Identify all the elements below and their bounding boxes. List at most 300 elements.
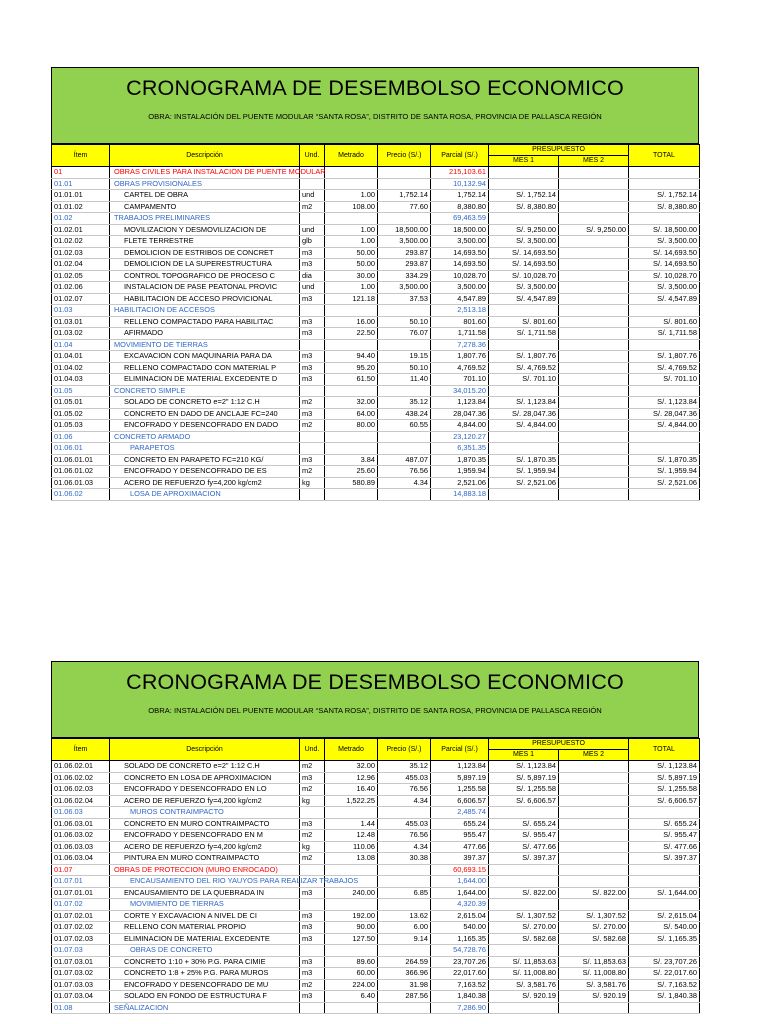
- cell-unit: [300, 431, 325, 443]
- cell-mes2: [559, 443, 629, 455]
- cell-precio: [378, 213, 431, 225]
- cell-unit: m3: [300, 933, 325, 945]
- cell-precio: 4.34: [378, 841, 431, 853]
- cell-mes1: [489, 899, 559, 911]
- cell-mes1: S/. 1,959.94: [489, 466, 559, 478]
- cell-parcial: 1,752.14: [431, 190, 489, 202]
- cell-unit: m3: [300, 818, 325, 830]
- cell-total: S/. 397.37: [629, 853, 700, 865]
- cell-total: [629, 339, 700, 351]
- cell-description: TRABAJOS PRELIMINARES: [110, 213, 300, 225]
- table-row: [52, 408, 700, 420]
- cell-metrado: 1.00: [325, 236, 378, 248]
- cell-item: 01.01: [52, 178, 110, 190]
- cell-total: [629, 864, 700, 876]
- cell-unit: m3: [300, 259, 325, 271]
- cell-precio: [378, 385, 431, 397]
- cell-mes1: S/. 4,547.89: [489, 293, 559, 305]
- cell-mes2: [559, 397, 629, 409]
- cell-total: S/. 655.24: [629, 818, 700, 830]
- cell-unit: [300, 489, 325, 501]
- cell-item: 01.03.01: [52, 316, 110, 328]
- cell-total: S/. 2,521.06: [629, 477, 700, 489]
- cell-mes2: [559, 328, 629, 340]
- cell-mes2: [559, 362, 629, 374]
- cell-parcial: 14,693.50: [431, 247, 489, 259]
- cell-description: RELLENO CON MATERIAL PROPIO: [110, 922, 300, 934]
- table-row: [52, 224, 700, 236]
- cell-mes1: [489, 489, 559, 501]
- cell-metrado: 1.00: [325, 282, 378, 294]
- col-mes1-header: MES 1: [489, 156, 559, 167]
- col-metrado-header: Metrado: [325, 739, 378, 761]
- cell-parcial: 4,547.89: [431, 293, 489, 305]
- cell-mes2: [559, 408, 629, 420]
- cell-precio: [378, 489, 431, 501]
- cell-metrado: 16.00: [325, 316, 378, 328]
- cell-parcial: 1,644.00: [431, 887, 489, 899]
- cell-metrado: 32.00: [325, 397, 378, 409]
- cell-unit: m2: [300, 761, 325, 773]
- table-row: [52, 795, 700, 807]
- cell-mes2: [559, 236, 629, 248]
- cell-unit: [300, 213, 325, 225]
- cell-item: 01.02.06: [52, 282, 110, 294]
- cell-mes2: S/. 1,307.52: [559, 910, 629, 922]
- cell-mes1: [489, 339, 559, 351]
- cell-mes2: [559, 167, 629, 179]
- cell-mes1: S/. 14,693.50: [489, 259, 559, 271]
- cell-item: 01.06.02.02: [52, 772, 110, 784]
- budget-table: [51, 738, 700, 1014]
- cell-description: EXCAVACION CON MAQUINARIA PARA DA: [110, 351, 300, 363]
- cell-description: ENCOFRADO Y DESENCOFRADO EN DADO: [110, 420, 300, 432]
- cell-parcial: 655.24: [431, 818, 489, 830]
- section-row: [52, 178, 700, 190]
- budget-sheet-1: [51, 67, 699, 501]
- cell-mes2: [559, 853, 629, 865]
- sheet-banner: [51, 661, 699, 738]
- cell-description: CONCRETO 1:8 + 25% P.G. PARA MUROS: [110, 968, 300, 980]
- section-row: [52, 213, 700, 225]
- cell-precio: 287.56: [378, 991, 431, 1003]
- cell-item: 01.06.03.01: [52, 818, 110, 830]
- cell-mes1: S/. 920.19: [489, 991, 559, 1003]
- cell-metrado: [325, 167, 378, 179]
- cell-mes2: [559, 830, 629, 842]
- cell-metrado: 80.00: [325, 420, 378, 432]
- cell-parcial: 3,500.00: [431, 236, 489, 248]
- cell-mes1: S/. 9,250.00: [489, 224, 559, 236]
- cell-total: [629, 807, 700, 819]
- cell-unit: m3: [300, 772, 325, 784]
- table-row: [52, 772, 700, 784]
- cell-total: [629, 431, 700, 443]
- cell-mes2: [559, 259, 629, 271]
- table-row: [52, 259, 700, 271]
- cell-total: [629, 443, 700, 455]
- cell-mes1: [489, 876, 559, 888]
- cell-item: 01.07.01: [52, 876, 110, 888]
- table-row: [52, 236, 700, 248]
- cell-description: MUROS CONTRAIMPACTO: [110, 807, 300, 819]
- cell-metrado: 108.00: [325, 201, 378, 213]
- cell-unit: m3: [300, 351, 325, 363]
- cell-metrado: 6.40: [325, 991, 378, 1003]
- cell-description: MOVILIZACION Y DESMOVILIZACION DE: [110, 224, 300, 236]
- cell-metrado: 224.00: [325, 979, 378, 991]
- section-row: [52, 945, 700, 957]
- cell-metrado: 12.96: [325, 772, 378, 784]
- cell-item: 01.04.03: [52, 374, 110, 386]
- cell-unit: m3: [300, 887, 325, 899]
- cell-item: 01.08: [52, 1002, 110, 1014]
- cell-unit: kg: [300, 477, 325, 489]
- cell-mes2: [559, 818, 629, 830]
- cell-parcial: 1,255.58: [431, 784, 489, 796]
- cell-precio: [378, 443, 431, 455]
- cell-parcial: 2,615.04: [431, 910, 489, 922]
- cell-precio: 50.10: [378, 362, 431, 374]
- cell-description: HABILITACION DE ACCESO PROVICIONAL: [110, 293, 300, 305]
- cell-description: ELIMINACION DE MATERIAL EXCEDENTE: [110, 933, 300, 945]
- col-presupuesto-header: PRESUPUESTO: [489, 145, 629, 156]
- cell-unit: [300, 899, 325, 911]
- cell-parcial: 4,844.00: [431, 420, 489, 432]
- section-row: [52, 899, 700, 911]
- cell-precio: 50.10: [378, 316, 431, 328]
- cell-parcial: 6,351.35: [431, 443, 489, 455]
- cell-mes2: [559, 431, 629, 443]
- cell-precio: [378, 339, 431, 351]
- cell-total: S/. 3,500.00: [629, 282, 700, 294]
- table-row: [52, 784, 700, 796]
- cell-unit: kg: [300, 841, 325, 853]
- col-metrado-header: Metrado: [325, 145, 378, 167]
- cell-item: 01.06.02: [52, 489, 110, 501]
- cell-mes2: [559, 899, 629, 911]
- cell-parcial: 1,959.94: [431, 466, 489, 478]
- cell-mes2: [559, 761, 629, 773]
- cell-mes2: [559, 784, 629, 796]
- cell-precio: 30.38: [378, 853, 431, 865]
- cell-total: [629, 305, 700, 317]
- cell-description: DEMOLICION DE ESTRIBOS DE CONCRET: [110, 247, 300, 259]
- cell-precio: 293.87: [378, 247, 431, 259]
- cell-description: SEÑALIZACION: [110, 1002, 300, 1014]
- sheet-title: CRONOGRAMA DE DESEMBOLSO ECONOMICO: [126, 76, 624, 100]
- cell-mes1: [489, 864, 559, 876]
- cell-precio: 37.53: [378, 293, 431, 305]
- table-row: [52, 201, 700, 213]
- cell-parcial: 1,807.76: [431, 351, 489, 363]
- table-row: [52, 362, 700, 374]
- cell-metrado: 25.60: [325, 466, 378, 478]
- cell-description: INSTALACION DE PASE PEATONAL PROVIC: [110, 282, 300, 294]
- cell-parcial: 6,606.57: [431, 795, 489, 807]
- cell-mes2: S/. 11,853.63: [559, 956, 629, 968]
- col-und-header: Und.: [300, 739, 325, 761]
- cell-mes1: S/. 1,711.58: [489, 328, 559, 340]
- cell-total: S/. 540.00: [629, 922, 700, 934]
- cell-parcial: 28,047.36: [431, 408, 489, 420]
- cell-description: MOVIMIENTO DE TIERRAS: [110, 339, 300, 351]
- cell-total: [629, 876, 700, 888]
- cell-mes2: [559, 795, 629, 807]
- cell-mes2: [559, 293, 629, 305]
- cell-parcial: 3,500.00: [431, 282, 489, 294]
- cell-total: S/. 955.47: [629, 830, 700, 842]
- table-row: [52, 420, 700, 432]
- table-row: [52, 853, 700, 865]
- cell-description: CONCRETO EN DADO DE ANCLAJE FC=240: [110, 408, 300, 420]
- cell-unit: [300, 385, 325, 397]
- cell-description: ENCAUSAMIENTO DEL RIO YAUYOS PARA REALIZAR TRABAJOS: [110, 876, 300, 888]
- cell-description: CONCRETO SIMPLE: [110, 385, 300, 397]
- cell-precio: [378, 178, 431, 190]
- col-mes2-header: MES 2: [559, 156, 629, 167]
- cell-description: ENCOFRADO Y DESENCOFRADO EN LO: [110, 784, 300, 796]
- cell-mes1: [489, 178, 559, 190]
- table-row: [52, 956, 700, 968]
- cell-unit: m3: [300, 454, 325, 466]
- cell-mes2: [559, 201, 629, 213]
- cell-item: 01.06.02.04: [52, 795, 110, 807]
- cell-mes2: [559, 477, 629, 489]
- cell-metrado: [325, 443, 378, 455]
- cell-metrado: 127.50: [325, 933, 378, 945]
- cell-mes1: S/. 1,807.76: [489, 351, 559, 363]
- cell-unit: [300, 945, 325, 957]
- cell-item: 01.06: [52, 431, 110, 443]
- cell-mes2: [559, 864, 629, 876]
- cell-description: CONTROL TOPOGRAFICO DE PROCESO C: [110, 270, 300, 282]
- col-precio-header: Precio (S/.): [378, 145, 431, 167]
- cell-precio: 1,752.14: [378, 190, 431, 202]
- cell-parcial: 60,693.15: [431, 864, 489, 876]
- cell-mes1: S/. 11,008.80: [489, 968, 559, 980]
- table-row: [52, 247, 700, 259]
- cell-mes1: S/. 477.66: [489, 841, 559, 853]
- cell-item: 01.04.01: [52, 351, 110, 363]
- cell-item: 01.04: [52, 339, 110, 351]
- cell-mes2: [559, 305, 629, 317]
- cell-mes2: [559, 772, 629, 784]
- col-item-header: Ítem: [52, 145, 110, 167]
- cell-unit: m3: [300, 408, 325, 420]
- cell-description: SOLADO EN FONDO DE ESTRUCTURA F: [110, 991, 300, 1003]
- cell-total: [629, 899, 700, 911]
- cell-description: ENCOFRADO Y DESENCOFRADO DE MU: [110, 979, 300, 991]
- table-row: [52, 841, 700, 853]
- cell-mes2: [559, 316, 629, 328]
- cell-parcial: 10,028.70: [431, 270, 489, 282]
- cell-description: ENCOFRADO Y DESENCOFRADO EN M: [110, 830, 300, 842]
- cell-mes1: S/. 10,028.70: [489, 270, 559, 282]
- cell-item: 01: [52, 167, 110, 179]
- cell-parcial: 1,840.38: [431, 991, 489, 1003]
- cell-mes2: S/. 822.00: [559, 887, 629, 899]
- cell-parcial: 7,163.52: [431, 979, 489, 991]
- cell-parcial: 955.47: [431, 830, 489, 842]
- cell-description: DEMOLICION DE LA SUPERESTRUCTURA: [110, 259, 300, 271]
- cell-metrado: [325, 339, 378, 351]
- cell-unit: dia: [300, 270, 325, 282]
- cell-mes1: S/. 2,521.06: [489, 477, 559, 489]
- cell-precio: 19.15: [378, 351, 431, 363]
- cell-precio: [378, 305, 431, 317]
- cell-mes2: [559, 420, 629, 432]
- cell-unit: kg: [300, 795, 325, 807]
- section-row: [52, 305, 700, 317]
- cell-total: [629, 178, 700, 190]
- cell-total: S/. 7,163.52: [629, 979, 700, 991]
- cell-parcial: 18,500.00: [431, 224, 489, 236]
- cell-parcial: 10,132.94: [431, 178, 489, 190]
- cell-precio: 264.59: [378, 956, 431, 968]
- cell-unit: [300, 339, 325, 351]
- cell-metrado: 90.00: [325, 922, 378, 934]
- cell-item: 01.03.02: [52, 328, 110, 340]
- cell-item: 01.05.02: [52, 408, 110, 420]
- cell-metrado: 121.18: [325, 293, 378, 305]
- cell-item: 01.02.01: [52, 224, 110, 236]
- cell-unit: [300, 807, 325, 819]
- table-row: [52, 270, 700, 282]
- cell-description: PARAPETOS: [110, 443, 300, 455]
- cell-mes2: [559, 807, 629, 819]
- cell-item: 01.06.01.02: [52, 466, 110, 478]
- cell-mes2: [559, 190, 629, 202]
- cell-description: MOVIMIENTO DE TIERRAS: [110, 899, 300, 911]
- cell-parcial: 477.66: [431, 841, 489, 853]
- cell-unit: [300, 1002, 325, 1014]
- cell-total: S/. 1,123.84: [629, 761, 700, 773]
- cell-unit: m2: [300, 830, 325, 842]
- cell-total: S/. 2,615.04: [629, 910, 700, 922]
- section-row: [52, 385, 700, 397]
- cell-total: S/. 18,500.00: [629, 224, 700, 236]
- section-row: [52, 167, 700, 179]
- budget-table: [51, 144, 700, 501]
- cell-unit: [300, 178, 325, 190]
- cell-parcial: 2,485.74: [431, 807, 489, 819]
- cell-description: ELIMINACION DE MATERIAL EXCEDENTE D: [110, 374, 300, 386]
- table-row: [52, 922, 700, 934]
- cell-total: S/. 1,165.35: [629, 933, 700, 945]
- cell-metrado: [325, 489, 378, 501]
- cell-parcial: 7,286.90: [431, 1002, 489, 1014]
- cell-item: 01.06.02.01: [52, 761, 110, 773]
- cell-total: S/. 1,644.00: [629, 887, 700, 899]
- cell-unit: und: [300, 282, 325, 294]
- cell-total: S/. 701.10: [629, 374, 700, 386]
- cell-mes1: [489, 167, 559, 179]
- section-row: [52, 876, 700, 888]
- cell-unit: m2: [300, 853, 325, 865]
- cell-mes1: S/. 5,897.19: [489, 772, 559, 784]
- cell-unit: m3: [300, 968, 325, 980]
- section-row: [52, 489, 700, 501]
- cell-parcial: 5,897.19: [431, 772, 489, 784]
- budget-rows: [52, 761, 700, 1014]
- col-total-header: TOTAL: [629, 145, 700, 167]
- cell-precio: [378, 167, 431, 179]
- cell-metrado: 1.00: [325, 224, 378, 236]
- cell-precio: 76.56: [378, 466, 431, 478]
- cell-precio: 455.03: [378, 818, 431, 830]
- cell-item: 01.07.03.03: [52, 979, 110, 991]
- cell-total: S/. 1,752.14: [629, 190, 700, 202]
- cell-mes1: [489, 213, 559, 225]
- cell-description: RELLENO COMPACTADO PARA HABILITAC: [110, 316, 300, 328]
- cell-item: 01.06.01.01: [52, 454, 110, 466]
- cell-item: 01.06.03.04: [52, 853, 110, 865]
- cell-metrado: 22.50: [325, 328, 378, 340]
- cell-unit: [300, 305, 325, 317]
- cell-metrado: 32.00: [325, 761, 378, 773]
- cell-precio: 35.12: [378, 397, 431, 409]
- cell-parcial: 1,123.84: [431, 397, 489, 409]
- cell-description: CARTEL DE OBRA: [110, 190, 300, 202]
- cell-parcial: 23,120.27: [431, 431, 489, 443]
- cell-total: S/. 801.60: [629, 316, 700, 328]
- cell-item: 01.07.03.02: [52, 968, 110, 980]
- cell-metrado: [325, 864, 378, 876]
- cell-mes1: S/. 1,752.14: [489, 190, 559, 202]
- cell-parcial: 1,870.35: [431, 454, 489, 466]
- cell-mes1: [489, 945, 559, 957]
- cell-mes1: S/. 655.24: [489, 818, 559, 830]
- cell-total: S/. 1,870.35: [629, 454, 700, 466]
- cell-mes1: S/. 3,500.00: [489, 236, 559, 248]
- cell-item: 01.07.03.04: [52, 991, 110, 1003]
- cell-mes1: S/. 8,380.80: [489, 201, 559, 213]
- cell-total: S/. 1,840.38: [629, 991, 700, 1003]
- cell-parcial: 2,513.18: [431, 305, 489, 317]
- cell-metrado: [325, 1002, 378, 1014]
- table-row: [52, 293, 700, 305]
- cell-precio: 293.87: [378, 259, 431, 271]
- cell-item: 01.02.07: [52, 293, 110, 305]
- cell-unit: und: [300, 190, 325, 202]
- cell-unit: m2: [300, 466, 325, 478]
- table-row: [52, 818, 700, 830]
- cell-metrado: 61.50: [325, 374, 378, 386]
- table-row: [52, 316, 700, 328]
- cell-precio: 13.62: [378, 910, 431, 922]
- cell-parcial: 69,463.59: [431, 213, 489, 225]
- cell-description: CONCRETO EN PARAPETO FC=210 KG/: [110, 454, 300, 466]
- cell-mes1: S/. 582.68: [489, 933, 559, 945]
- cell-metrado: [325, 899, 378, 911]
- cell-unit: m2: [300, 784, 325, 796]
- cell-item: 01.02: [52, 213, 110, 225]
- cell-precio: [378, 945, 431, 957]
- cell-description: ACERO DE REFUERZO fy=4,200 kg/cm2: [110, 795, 300, 807]
- cell-metrado: 64.00: [325, 408, 378, 420]
- table-row: [52, 761, 700, 773]
- cell-precio: 76.56: [378, 830, 431, 842]
- table-row: [52, 190, 700, 202]
- col-item-header: Ítem: [52, 739, 110, 761]
- cell-precio: 366.96: [378, 968, 431, 980]
- cell-description: OBRAS CIVILES PARA INSTALACION DE PUENTE MODULAR: [110, 167, 300, 179]
- cell-total: S/. 23,707.26: [629, 956, 700, 968]
- cell-description: SOLADO DE CONCRETO e=2" 1:12 C.H: [110, 761, 300, 773]
- cell-parcial: 22,017.60: [431, 968, 489, 980]
- table-row: [52, 933, 700, 945]
